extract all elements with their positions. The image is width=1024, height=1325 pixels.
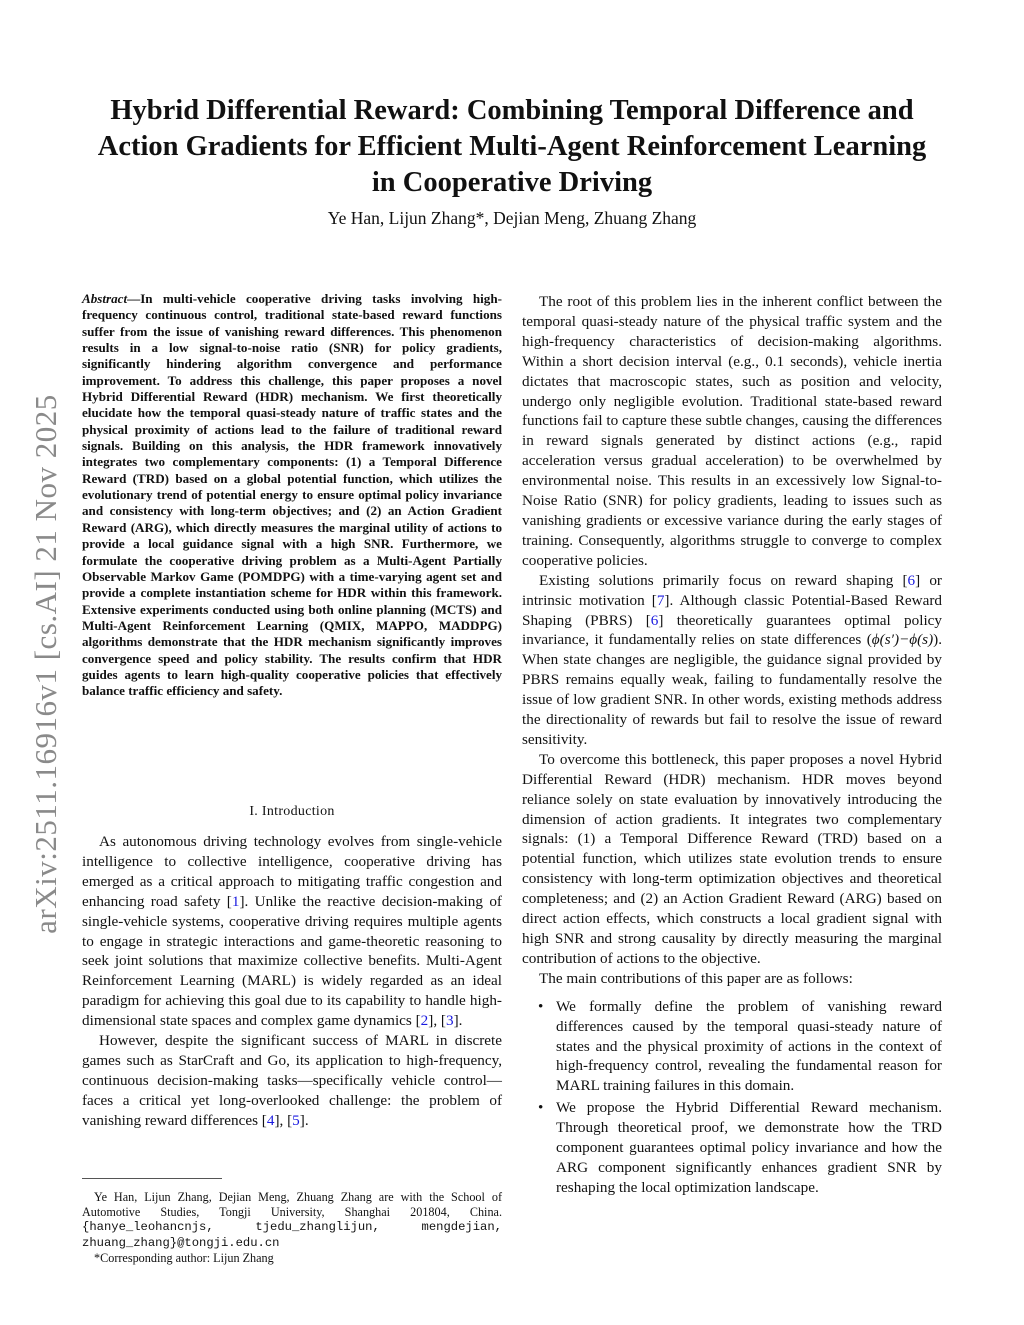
arxiv-identifier[interactable]: arXiv:2511.16916v1 [cs.AI] 21 Nov 2025 <box>28 394 63 934</box>
text-span: ] or intrinsic motivation [ <box>522 571 942 609</box>
title-line-2: Action Gradients for Efficient Multi-Agent Reinforcement Learning <box>97 131 927 162</box>
text-span: ]. Unlike the reactive decision-making of single-vehicle systems, cooperative driving requires multiple agents to engage in strategic interactions and game-theoretic reasoning to seek joint solutions that maximize collective benefits. Multi-Agent Reinforcement Learning (MARL) is widely regarded as an ideal paradigm for achieving this goal due to its capability to handle high-dimensional state spaces and complex game dynamics [ <box>82 892 502 1030</box>
author-emails[interactable]: {hanye_leohancnjs, tjedu_zhanglijun, mengdejian, zhuang_zhang}@tongji.edu.cn <box>82 1220 502 1251</box>
section-heading-introduction: I. Introduction <box>249 804 335 819</box>
text-span: However, despite the significant success of MARL in discrete games such as StarCraft and Go, its application to high-frequency, continuous decision-making tasks—specifically vehicle control—faces a critical yet long-overlooked challenge: the problem of vanishing reward differences [ <box>82 1032 502 1129</box>
abstract-label: Abstract <box>82 291 128 306</box>
right-column <box>522 292 942 1200</box>
author-list: Ye Han, Lijun Zhang*, Dejian Meng, Zhuang Zhang <box>327 208 697 228</box>
abstract-text: —In multi-vehicle cooperative driving tasks involving high-frequency continuous control, traditional state-based reward functions suffer from the issue of vanishing reward differences. This phenomenon results in a low signal-to-noise ratio (SNR) for policy gradients, significantly hindering algorithm convergence and performance improvement. To address this challenge, this paper proposes a novel Hybrid Differential Reward (HDR) mechanism. We first theoretically elucidate how the temporal quasi-steady nature of traffic states and the physical proximity of actions lead to the failure of traditional reward signals. Building on this analysis, the HDR framework innovatively integrates two complementary components: (1) a Temporal Difference Reward (TRD) based on a global potential function, which utilizes the evolutionary trend of potential energy to ensure optimal policy invariance and consistency with long-term objectives; and (2) an Action Gradient Reward (ARG), which directly measures the marginal utility of actions to provide a local guidance signal with a high SNR. Furthermore, we formulate the cooperative driving problem as a Multi-Agent Partially Observable Markov Game (POMDPG) with a time-varying agent set and provide a complete instantiation scheme for HDR within this framework. Extensive experiments conducted using both online planning (MCTS) and Multi-Agent Reinforcement Learning (QMIX, MAPPO, MADDPG) algorithms demonstrate that the HDR mechanism significantly improves convergence speed and policy stability. The results confirm that HDR guides agents to learn high-quality cooperative policies that effectively balance traffic efficiency and safety. <box>82 291 502 699</box>
footnote-rule <box>82 1178 222 1179</box>
citation-link-2[interactable]: 2 <box>420 1012 429 1030</box>
introduction-left-column <box>82 832 502 1131</box>
footnote-affiliation <box>82 1190 502 1251</box>
contributions-list <box>522 997 942 1198</box>
citation-link-3[interactable]: 3 <box>445 1012 454 1030</box>
footnote <box>82 1190 502 1266</box>
affiliation-text: Ye Han, Lijun Zhang, Dejian Meng, Zhuang Zhang are with the School of Automotive Studies, Tongji University, Shanghai 201804, China. <box>82 1190 502 1219</box>
title-line-1: Hybrid Differential Reward: Combining Temporal Difference and <box>110 95 914 126</box>
list-item <box>522 997 942 1097</box>
text-span: As autonomous driving technology evolves from single-vehicle intelligence to collective intelligence, cooperative driving has emerged as a critical approach to mitigating traffic congestion and enhancing road safety [ <box>82 833 502 910</box>
right-paragraph-2 <box>522 571 942 750</box>
bullet-icon: • <box>538 997 544 1015</box>
text-span: ], [ <box>274 1111 293 1129</box>
list-item-text: We propose the Hybrid Differential Reward mechanism. Through theoretical proof, we demonstrate how the TRD component guarantees optimal policy invariance and how the ARG component significantly enhances gradient SNR by reshaping the local optimization landscape. <box>556 1099 942 1196</box>
paper-title <box>80 93 944 201</box>
citation-link-6[interactable]: 6 <box>907 571 916 589</box>
text-span: ] theoretically guarantees optimal policy invariance, it fundamentally relies on state differences ( <box>522 611 942 649</box>
citation-link-5[interactable]: 5 <box>292 1111 300 1129</box>
citation-link-7[interactable]: 7 <box>656 591 665 609</box>
text-span: ], [ <box>428 1012 446 1030</box>
text-span: ]. <box>299 1111 309 1129</box>
title-line-3: in Cooperative Driving <box>371 167 653 198</box>
right-paragraph-1: The root of this problem lies in the inherent conflict between the temporal quasi-steady nature of the physical traffic system and the high-frequency characteristics of decision-making algorithms. Within a short decision interval (e.g., 0.1 seconds), vehicle inertia dictates that macroscopic states, such as position and velocity, undergo only negligible evolution. Traditional state-based reward functions fail to capture these subtle changes, causing the differences in reward signals generated by distinct actions (e.g., rapid acceleration versus gradual acceleration) to be overwhelmed by environmental noise. This results in an excessively low Signal-to-Noise Ratio (SNR) for policy gradients, leading to issues such as vanishing gradients or excessive variance during the early stages of training. Consequently, algorithms struggle to converge to complex cooperative policies. <box>522 293 942 569</box>
intro-paragraph-2 <box>82 1031 502 1131</box>
citation-link-6b[interactable]: 6 <box>650 611 659 629</box>
text-span: ). When state changes are negligible, the guidance signal provided by PBRS remains equally weak, failing to fundamentally resolve the issue of low gradient SNR. In other words, existing methods address the directionality of rewards but fail to resolve the issue of reward sensitivity. <box>522 631 942 748</box>
footnote-corresponding: *Corresponding author: Lijun Zhang <box>94 1250 274 1265</box>
text-span: ]. <box>453 1012 463 1030</box>
text-span: Existing solutions primarily focus on reward shaping [ <box>539 571 908 589</box>
list-item-text: We formally define the problem of vanishing reward differences caused by the temporal quasi-steady nature of states and the physical proximity of actions in the context of high-frequency control, revealing the fundamental reason for MARL training failures in this domain. <box>556 997 942 1095</box>
citation-link-4[interactable]: 4 <box>266 1111 275 1129</box>
bullet-icon: • <box>538 1099 544 1117</box>
citation-link-1[interactable]: 1 <box>231 892 240 910</box>
math-expression: ϕ(s′)−ϕ(s) <box>871 631 934 649</box>
intro-paragraph-1 <box>82 832 502 1031</box>
text-span: ]. Although classic Potential-Based Reward Shaping (PBRS) [ <box>522 591 943 629</box>
right-paragraph-3: To overcome this bottleneck, this paper proposes a novel Hybrid Differential Reward (HDR) mechanism. HDR moves beyond reliance solely on state evaluation by innovatively introducing the dimension of action gradients. It integrates two complementary signals: (1) a Temporal Difference Reward (TRD) based on a potential function, which utilizes state evolution trends to ensure consistency with long-term optimization objectives and theoretical completeness; and (2) an Action Gradient Reward (ARG) based on direct action effects, which constructs a local gradient signal with high SNR and strong causality by directly measuring the marginal contribution of actions to the objective. <box>522 750 942 967</box>
right-paragraph-4: The main contributions of this paper are as follows: <box>539 969 853 987</box>
list-item <box>522 1098 942 1198</box>
abstract <box>82 291 502 700</box>
